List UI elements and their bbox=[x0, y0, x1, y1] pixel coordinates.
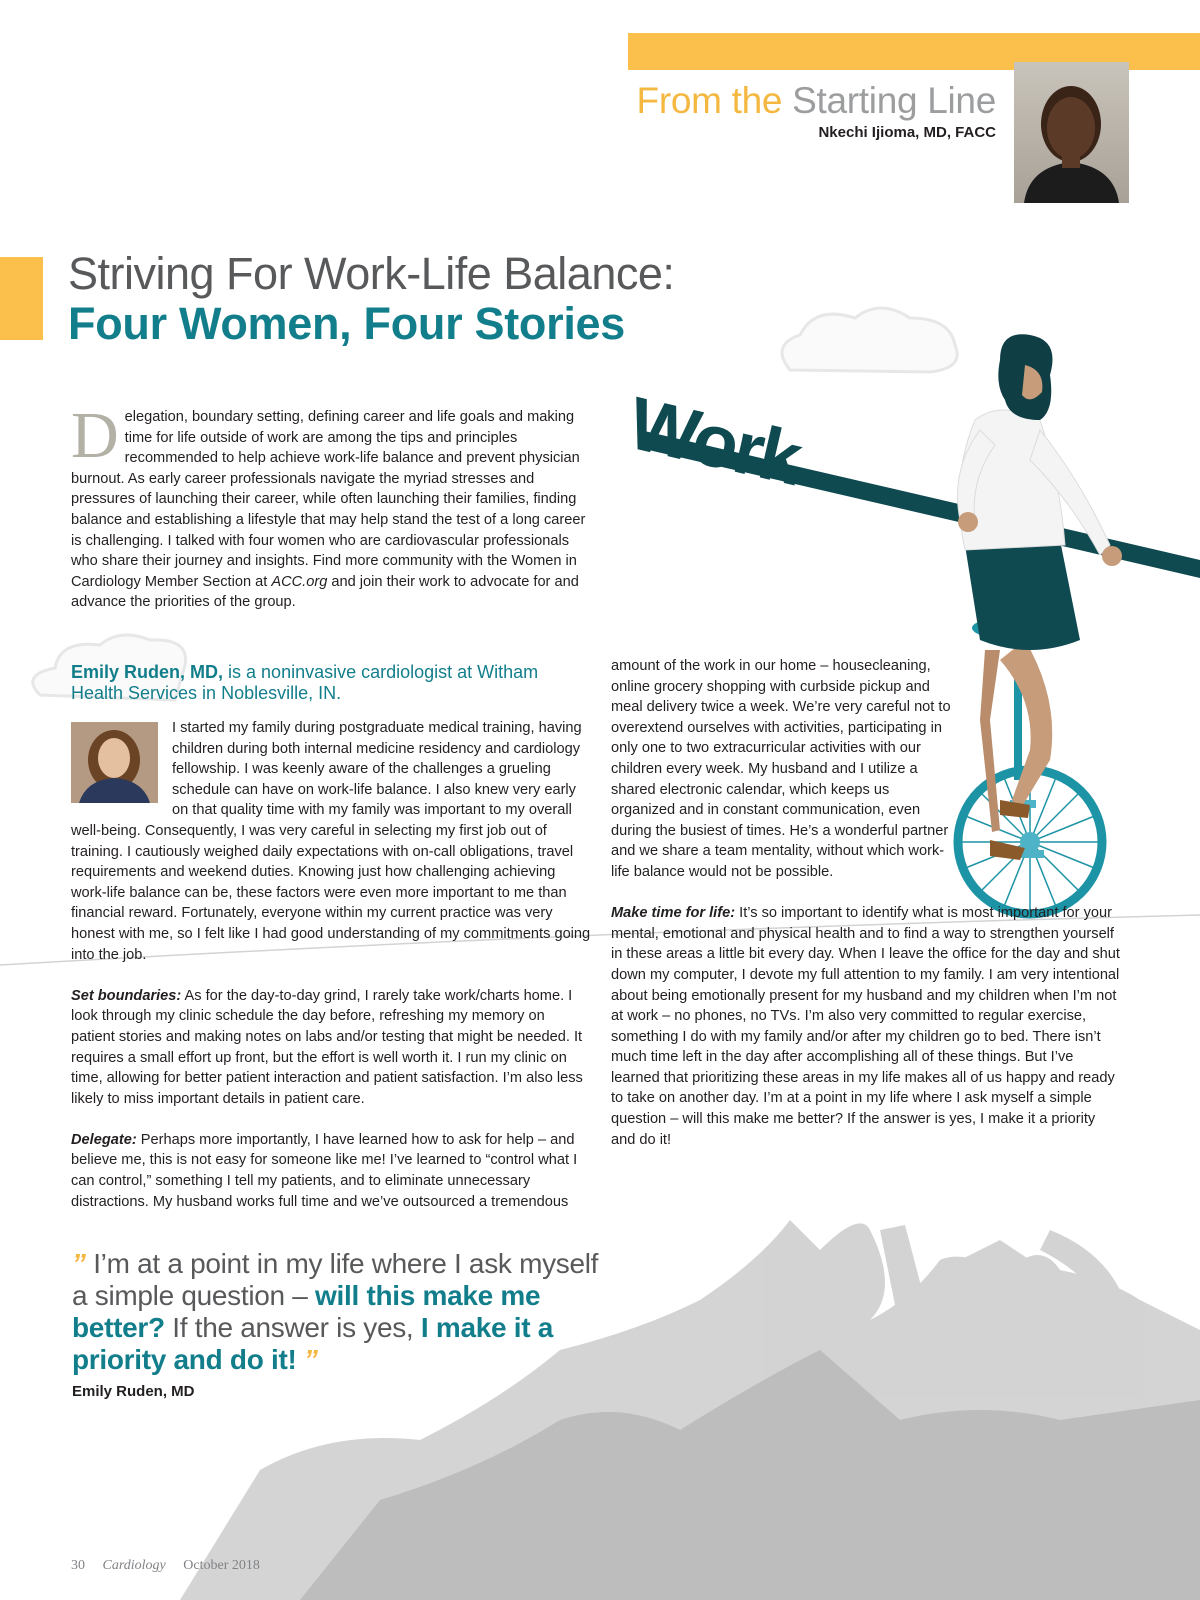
intro-text: elegation, boundary setting, defining career and life goals and making time for life outside of work are among the tips and principles recommended to help achieve work-life balance and prevent physician burnout. As early career professionals navigate the myriad stresses and pressures of launching their career, while often launching their families, finding balance and establishing a lifestyle that may help stand the test of a long career is challenging. I talked with four women who are cardiovascular professionals who share their journey and insights. Find more community with the Women in Cardiology Member Section at bbox=[71, 409, 586, 590]
column2-paragraph2 bbox=[611, 903, 1121, 1150]
issue-date: October 2018 bbox=[183, 1558, 260, 1573]
open-quote-icon: ” bbox=[72, 1248, 86, 1279]
article-column-left bbox=[71, 718, 591, 1233]
pull-quote-highlight2: I make it a priority and do it! bbox=[72, 1312, 554, 1375]
section-title-part2: Starting Line bbox=[792, 80, 996, 121]
profile-name: Emily Ruden, MD, bbox=[71, 662, 224, 682]
pull-quote bbox=[72, 1248, 602, 1376]
column1-paragraph2 bbox=[71, 986, 591, 1110]
intro-paragraph bbox=[71, 399, 591, 613]
intro-text-end: and join their work to advocate for and advance the priorities of the group. bbox=[71, 573, 579, 611]
delegate-lead: Delegate: bbox=[71, 1131, 137, 1148]
headline-line2: Four Women, Four Stories bbox=[68, 298, 625, 349]
article-column-right bbox=[611, 656, 1131, 1171]
profile-heading bbox=[71, 662, 591, 704]
column1-paragraph1: I started my family during postgraduate medical training, having children during both internal medicine residency and cardiology fellowship. I was keenly aware of the challenges a grueling schedule can have on work-life balance. I also knew very early on that quality time with my family was important to my overall well-being. Consequently, I was very careful in selecting my first job out of training. I cautiously weighed daily expectations with on-call obligations, travel requirements and weekend duties. Knowing just how challenging achieving work-life balance can be, these factors were even more important to me than financial reward. Fortunately, everyone within my current practice was very honest with me, so I felt like I had good understanding of my commitments going into the job. bbox=[71, 720, 591, 963]
set-boundaries-text: As for the day-to-day grind, I rarely take work/charts home. I look through my clinic schedule the day before, refreshing my memory on patient stories and making notes on labs and/or testing that might be needed. It requires a small effort up front, but the effort is well worth it. I run my clinic on time, allowing for better patient interaction and patient satisfaction. I’m also less likely to miss important details in patient care. bbox=[71, 987, 583, 1107]
work-label: Work bbox=[621, 380, 808, 501]
profile-description: is a noninvasive cardiologist at Witham Health Services in Noblesville, IN. bbox=[71, 662, 539, 703]
pull-quote-credit: Emily Ruden, MD bbox=[72, 1383, 195, 1400]
delegate-text: Perhaps more importantly, I have learned how to ask for help – and believe me, this is not easy for someone like me! I’ve learned to “control what I can control,” something I tell my patients, and to eliminate unnecessary distractions. My husband works full time and we’ve outsourced a tremendous bbox=[71, 1131, 578, 1210]
author-photo bbox=[1014, 62, 1129, 203]
set-boundaries-lead: Set boundaries: bbox=[71, 987, 182, 1004]
pull-quote-part1: I’m at a point in my life where I ask myself a simple question – bbox=[72, 1248, 599, 1311]
make-time-lead: Make time for life: bbox=[611, 905, 736, 922]
headline-line1: Striving For Work-Life Balance: bbox=[68, 248, 675, 299]
pull-quote-part2: If the answer is yes, bbox=[172, 1312, 414, 1343]
magazine-name: Cardiology bbox=[102, 1558, 166, 1573]
page-footer bbox=[71, 1558, 260, 1574]
page-number: 30 bbox=[71, 1558, 85, 1573]
make-time-text: It’s so important to identify what is most important for your mental, emotional and physical health and to find a way to strengthen yourself in these areas a little bit every day. When I leave the office for the day and shut down my computer, I devote my full attention to my family. I am very intentional about being emotionally present for my husband and my children when I’m not at work – no phones, no TVs. I’m also very committed to regular exercise, something I do with my family and/or after my children go to bed. There isn’t much time left in the day after accomplishing all of these things. But I’ve learned that prioritizing these areas in my life makes all of us happy and ready to take on another day. I’m at a point in my life where I ask myself a simple question – will this make me better? If the answer is yes, I make it a priority and do it! bbox=[611, 905, 1120, 1148]
section-title bbox=[637, 80, 996, 122]
acc-link[interactable]: ACC.org bbox=[271, 573, 328, 590]
column2-paragraph1: amount of the work in our home – housecleaning, online grocery shopping with curbside pickup and meal delivery twice a week. We’re very careful not to overextend ourselves with activities, participating in only one to two extracurricular activities with our children every week. My husband and I utilize a shared electronic calendar, which keeps us organized and in constant communication, even during the busiest of times. He’s a wonderful partner and we share a team mentality, without which work-life balance would not be possible. bbox=[611, 658, 951, 880]
title-accent-bar bbox=[0, 257, 43, 340]
drop-cap: D bbox=[71, 399, 119, 472]
close-quote-icon: ” bbox=[304, 1344, 318, 1375]
column-author: Nkechi Ijioma, MD, FACC bbox=[818, 124, 996, 141]
pull-quote-highlight1: will this make me better? bbox=[72, 1280, 541, 1343]
section-title-part1: From the bbox=[636, 80, 783, 121]
column1-paragraph3 bbox=[71, 1130, 591, 1212]
